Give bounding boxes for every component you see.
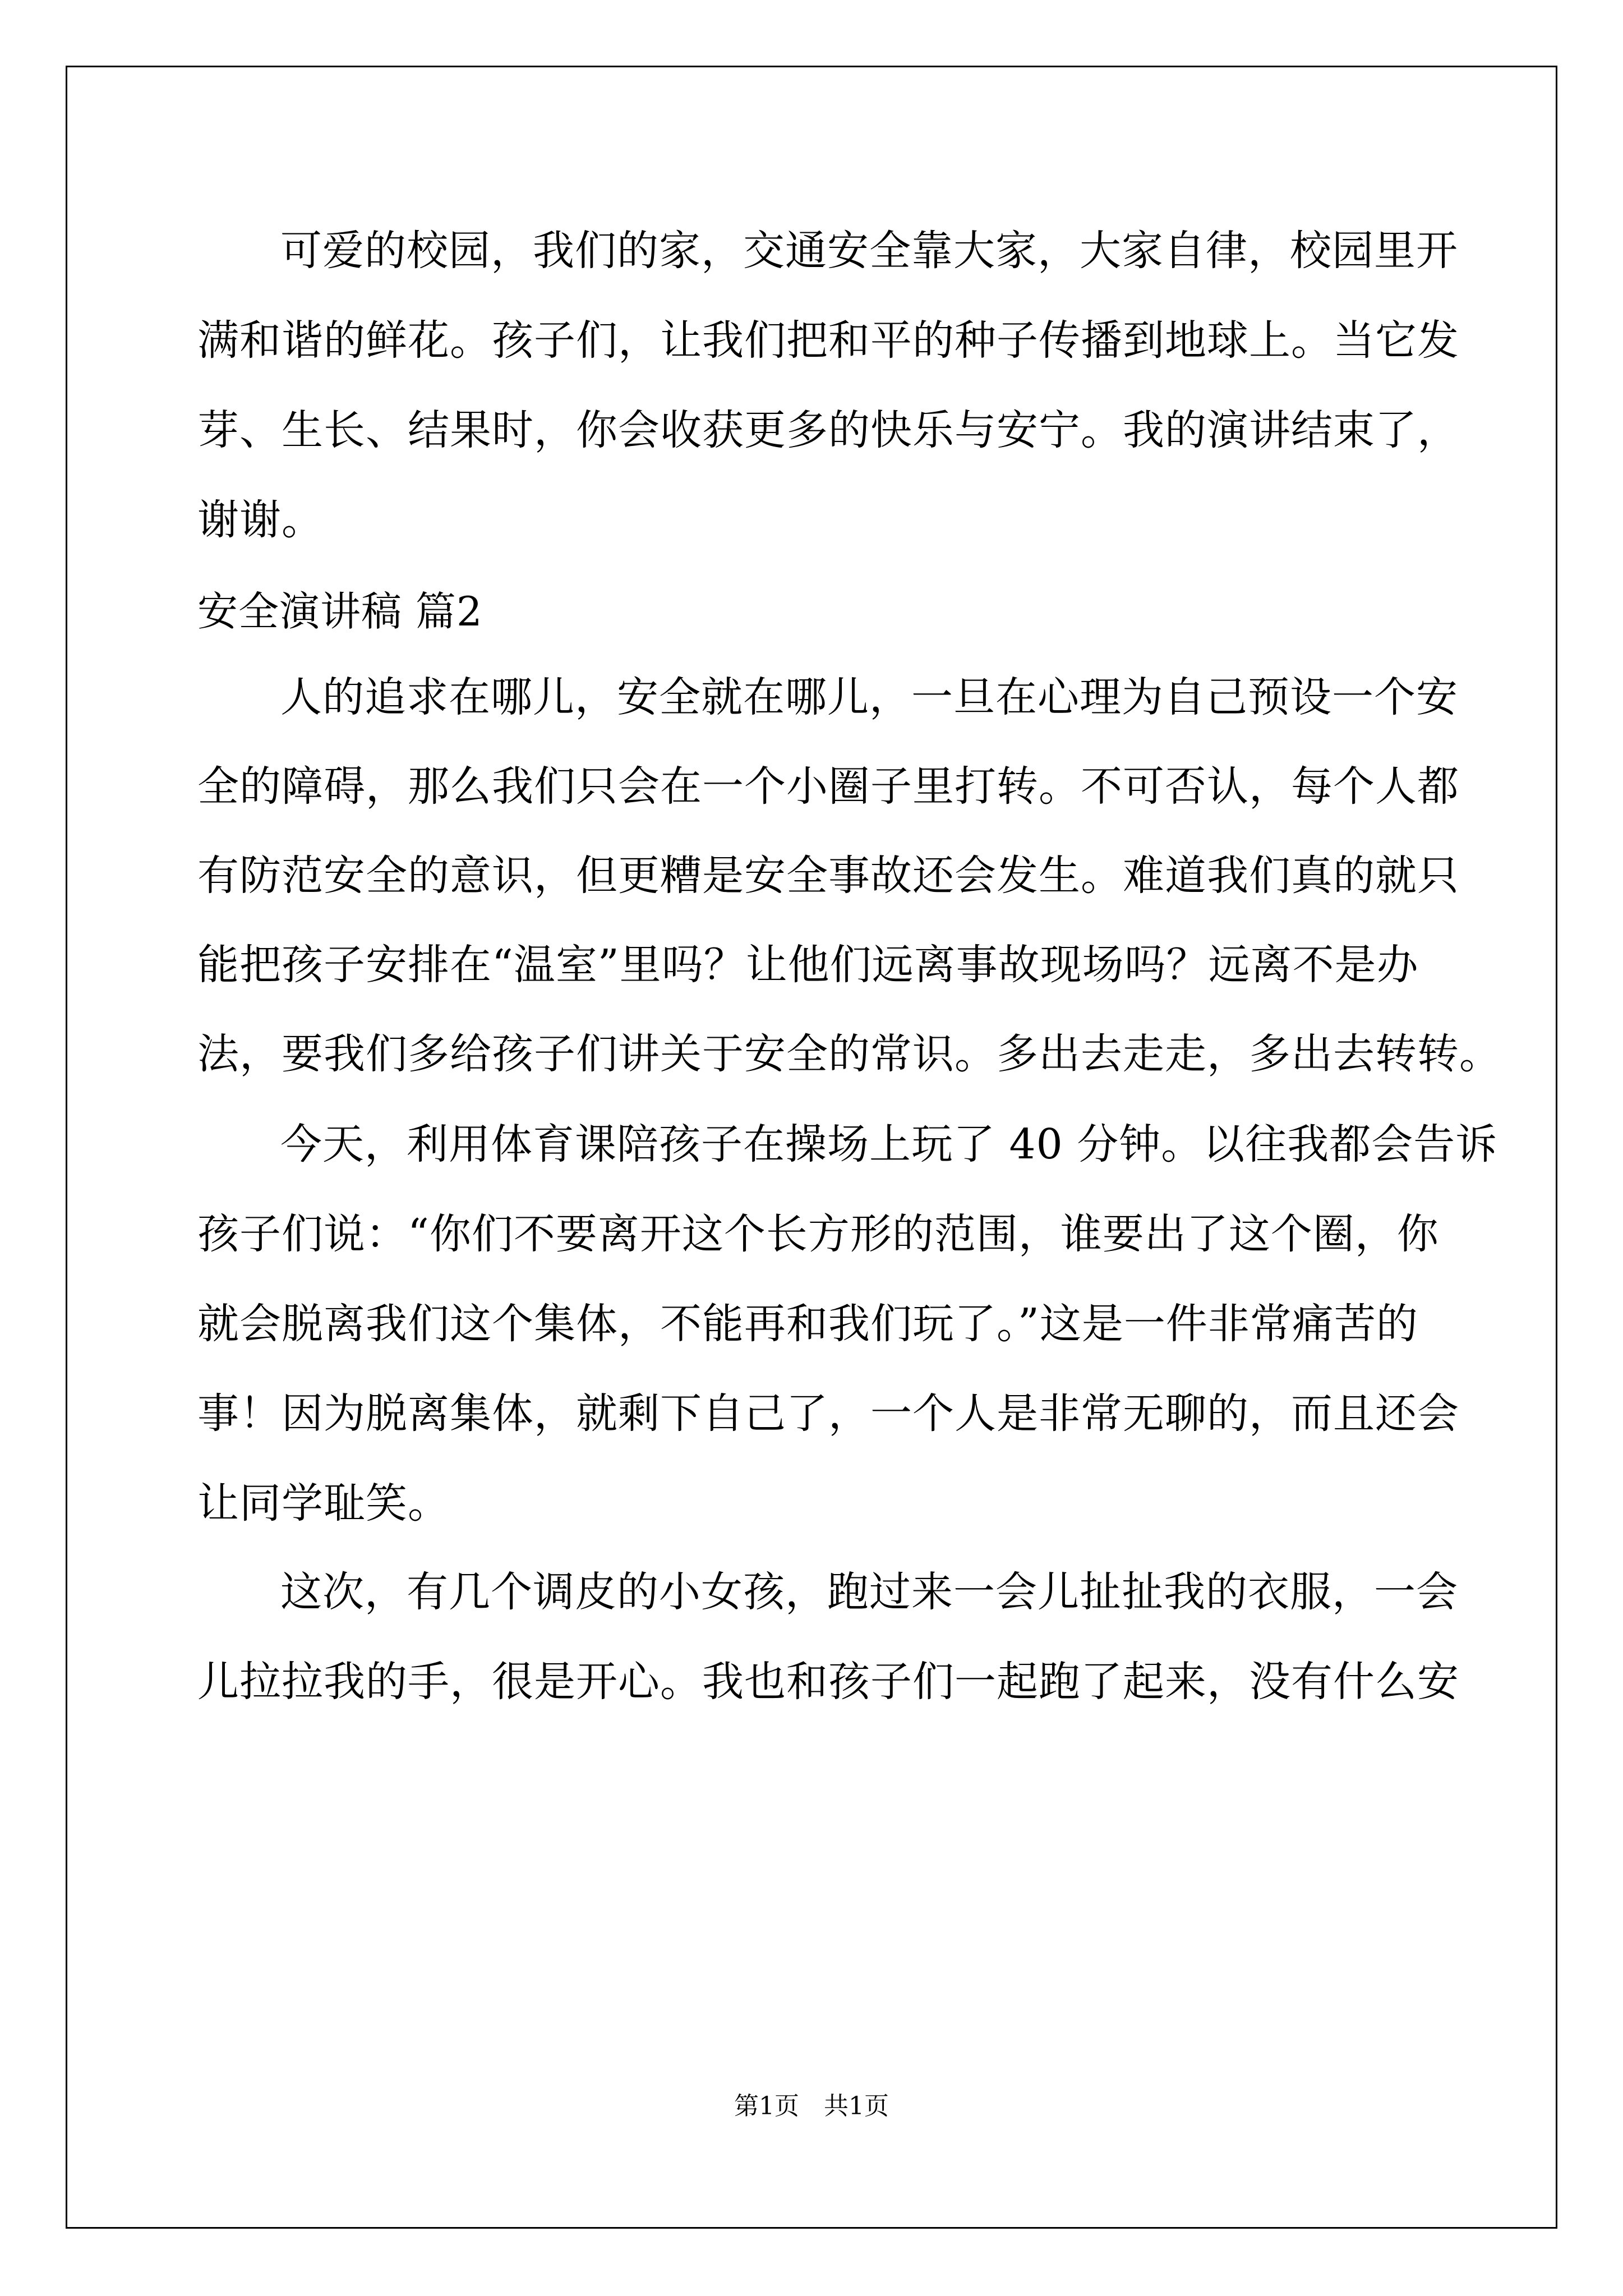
paragraph-line: 孩子们说：“你们不要离开这个长方形的范围，谁要出了这个圈，你 (197, 1210, 1439, 1258)
paragraph-line: 这次，有几个调皮的小女孩，跑过来一会儿扯扯我的衣服，一会 (280, 1568, 1458, 1616)
paragraph-line: 可爱的校园，我们的家，交通安全靠大家，大家自律，校园里开 (280, 227, 1458, 275)
paragraph-line: 今天，利用体育课陪孩子在操场上玩了 40 分钟。以往我都会告诉 (280, 1120, 1498, 1168)
paragraph-line: 芽、生长、结果时，你会收获更多的快乐与安宁。我的演讲结束了， (197, 406, 1459, 454)
section-heading: 安全演讲稿 篇2 (197, 588, 483, 635)
paragraph-line: 儿拉拉我的手，很是开心。我也和孩子们一起跑了起来，没有什么安 (197, 1658, 1459, 1706)
paragraph-line: 有防范安全的意识，但更糟是安全事故还会发生。难道我们真的就只 (197, 852, 1459, 900)
paragraph-line: 谢谢。 (197, 496, 324, 544)
paragraph-line: 全的障碍，那么我们只会在一个小圈子里打转。不可否认，每个人都 (197, 762, 1459, 811)
paragraph-line: 能把孩子安排在“温室”里吗？让他们远离事故现场吗？远离不是办 (197, 941, 1419, 989)
paragraph-line: 人的追求在哪儿，安全就在哪儿，一旦在心理为自己预设一个安 (280, 673, 1458, 721)
paragraph-line: 让同学耻笑。 (197, 1479, 450, 1527)
page-number-footer: 第1页 共1页 (734, 2092, 889, 2120)
paragraph-line: 就会脱离我们这个集体，不能再和我们玩了。”这是一件非常痛苦的 (197, 1300, 1418, 1348)
paragraph-line: 事！因为脱离集体，就剩下自己了，一个人是非常无聊的，而且还会 (197, 1389, 1459, 1438)
paragraph-line: 满和谐的鲜花。孩子们，让我们把和平的种子传播到地球上。当它发 (197, 316, 1459, 365)
paragraph-line: 法，要我们多给孩子们讲关于安全的常识。多出去走走，多出去转转。 (197, 1030, 1501, 1078)
